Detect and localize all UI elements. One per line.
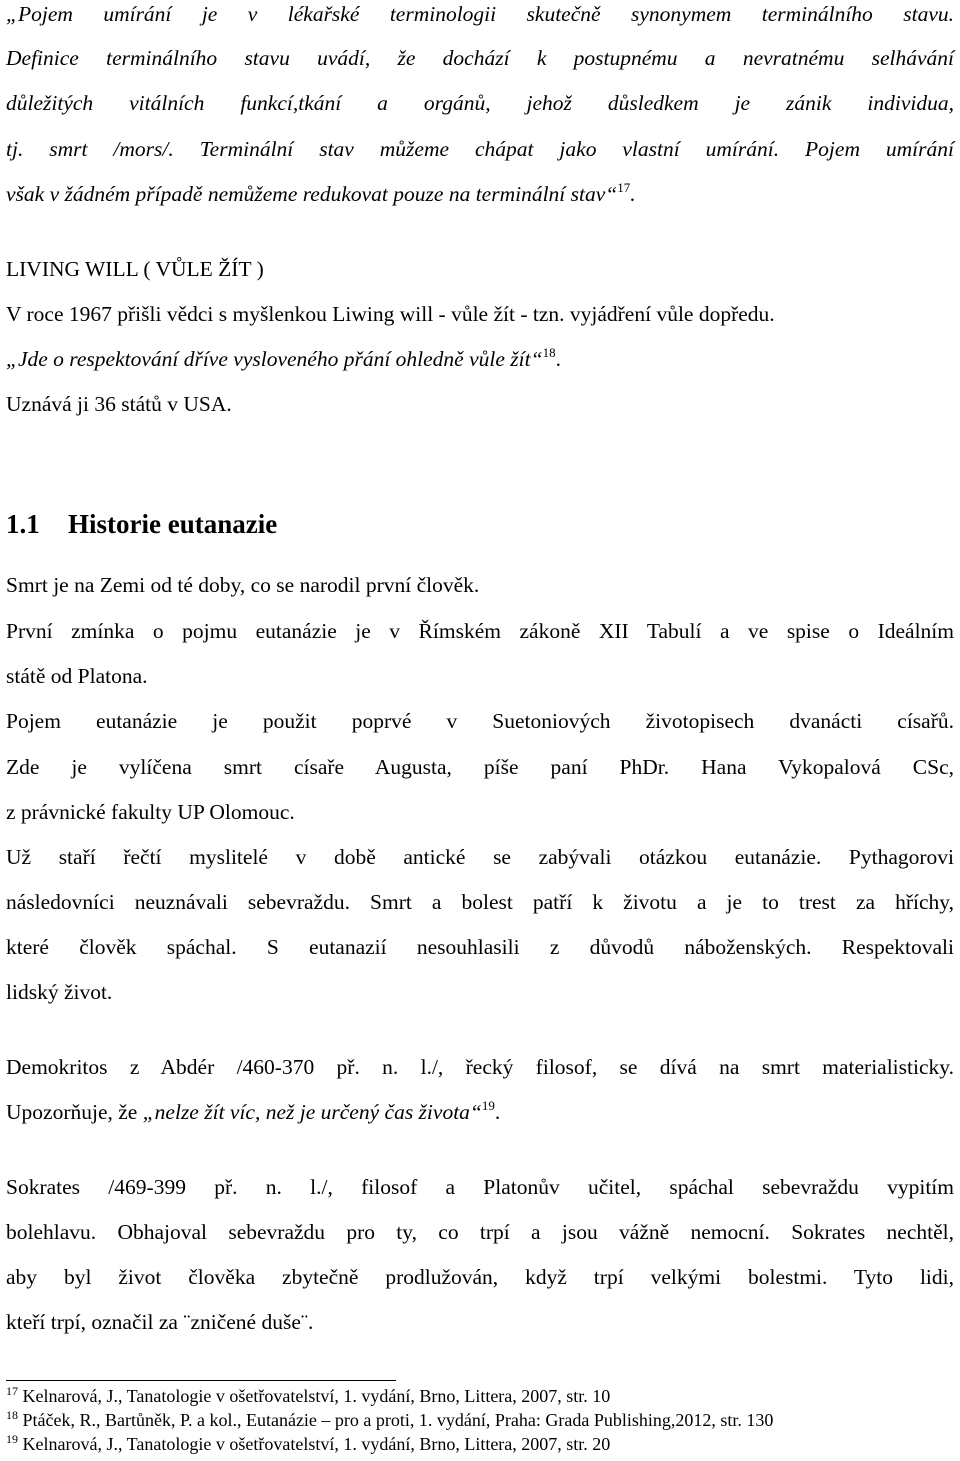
intro-line-5-text: však v žádném případě nemůžeme redukovat pouze na terminální stav“ <box>6 182 618 206</box>
intro-line-5 <box>6 171 954 217</box>
living-will-line-1: V roce 1967 přišli vědci s myšlenkou Liwing will - vůle žít - tzn. vyjádření vůle dopředu. <box>6 302 775 326</box>
footnote-text: Kelnarová, J., Tanatologie v ošetřovatelství, 1. vydání, Brno, Littera, 2007, str. 20 <box>22 1434 611 1454</box>
body-p4-line-2: následovníci neuznávali sebevraždu. Smrt a bolest patří k životu a je to trest za hříchy, <box>6 890 954 914</box>
footnote-text: Kelnarová, J., Tanatologie v ošetřovatelství, 1. vydání, Brno, Littera, 2007, str. 10 <box>22 1386 611 1406</box>
living-will-line-2 <box>6 336 954 382</box>
body-p3-line-3: z právnické fakulty UP Olomouc. <box>6 800 295 824</box>
footnote-number: 19 <box>6 1432 18 1446</box>
section-heading <box>6 504 277 544</box>
footnote-ref-19: 19 <box>481 1098 495 1113</box>
footnote-number: 17 <box>6 1384 18 1398</box>
intro-line-3: důležitých vitálních funkcí,tkání a orgánů, jehož důsledkem je zánik individua, <box>6 91 954 115</box>
body-p4-line-3: které člověk spáchal. S eutanazií nesouhlasili z důvodů náboženských. Respektovali <box>6 935 954 959</box>
body-p3-line-1: Pojem eutanázie je použit poprvé v Suetoniových životopisech dvanácti císařů. <box>6 709 954 733</box>
intro-line-2: Definice terminálního stavu uvádí, že dochází k postupnému a nevratnému selhávání <box>6 46 954 70</box>
section-number: 1.1 <box>6 509 40 539</box>
living-will-quote: „Jde o respektování dříve vysloveného přání ohledně vůle žít“ <box>6 347 543 371</box>
body-p5-line-2-end: . <box>494 1100 501 1124</box>
footnote-separator <box>6 1380 396 1381</box>
footnote-text: Ptáček, R., Bartůněk, P. a kol., Eutanázie – pro a proti, 1. vydání, Praha: Grada Publishing,2012, str. 130 <box>22 1410 774 1430</box>
footnote-17 <box>6 1386 610 1406</box>
body-p4-line-4: lidský život. <box>6 980 113 1004</box>
body-p2-line-1: První zmínka o pojmu eutanázie je v Římském zákoně XII Tabulí a ve spise o Ideálním <box>6 619 954 643</box>
footnote-19 <box>6 1434 610 1454</box>
intro-line-5-end: . <box>630 182 636 206</box>
body-p5-line-2 <box>6 1089 954 1135</box>
body-p1: Smrt je na Zemi od té doby, co se narodil první člověk. <box>6 573 480 597</box>
body-p4-line-1: Už staří řečtí myslitelé v době antické se zabývali otázkou eutanázie. Pythagorovi <box>6 845 954 869</box>
footnote-number: 18 <box>6 1408 18 1422</box>
body-p6-line-4: kteří trpí, označil za ¨zničené duše¨. <box>6 1310 314 1334</box>
footnote-ref-17: 17 <box>617 180 631 195</box>
living-will-line-2-end: . <box>555 347 561 371</box>
section-title: Historie eutanazie <box>68 509 278 539</box>
body-p5-line-1: Demokritos z Abdér /460-370 př. n. l./, řecký filosof, se dívá na smrt materialisticky. <box>6 1055 954 1079</box>
footnote-ref-18: 18 <box>542 345 556 360</box>
body-p5-quote: „nelze žít víc, než je určený čas života“ <box>142 1100 482 1124</box>
body-p3-line-2: Zde je vylíčena smrt císaře Augusta, píše paní PhDr. Hana Vykopalová CSc, <box>6 755 954 779</box>
footnote-18 <box>6 1410 773 1430</box>
body-p6-line-1: Sokrates /469-399 př. n. l./, filosof a Platonův učitel, spáchal sebevraždu vypitím <box>6 1175 954 1199</box>
living-will-line-3: Uznává ji 36 států v USA. <box>6 392 232 416</box>
body-p5-line-2-pre: Upozorňuje, že <box>6 1100 143 1124</box>
intro-line-4: tj. smrt /mors/. Terminální stav můžeme chápat jako vlastní umírání. Pojem umírání <box>6 137 954 161</box>
body-p2-line-2: státě od Platona. <box>6 664 148 688</box>
body-p6-line-3: aby byl život člověka zbytečně prodlužován, když trpí velkými bolestmi. Tyto lidi, <box>6 1265 954 1289</box>
living-will-heading: LIVING WILL ( VŮLE ŽÍT ) <box>6 257 264 281</box>
body-p6-line-2: bolehlavu. Obhajoval sebevraždu pro ty, co trpí a jsou vážně nemocní. Sokrates nechtěl, <box>6 1220 954 1244</box>
intro-line-1: „Pojem umírání je v lékařské terminologii skutečně synonymem terminálního stavu. <box>6 2 954 26</box>
